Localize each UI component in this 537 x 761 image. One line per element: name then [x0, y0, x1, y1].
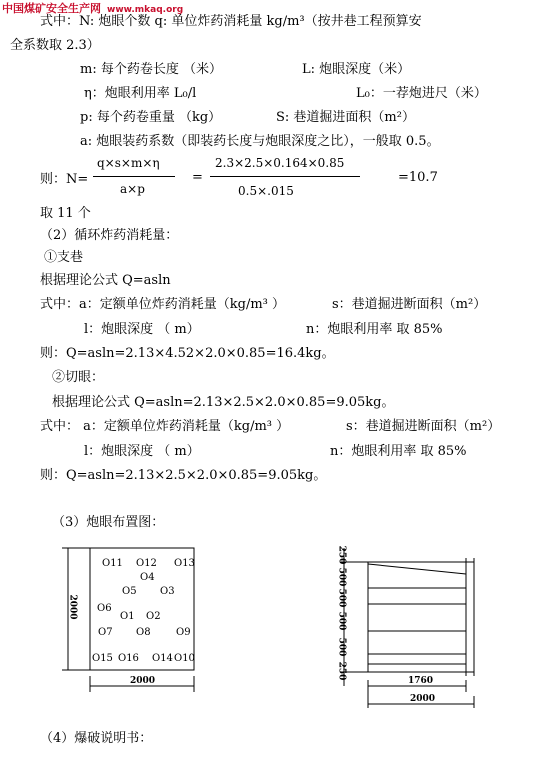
blast-hole: O9: [176, 627, 191, 638]
equation-prefix: 则：N=: [40, 172, 89, 187]
text-line: n：炮眼利用率 取 85%: [330, 444, 467, 459]
blast-hole: O6: [97, 603, 112, 614]
blast-hole: O13: [174, 558, 195, 569]
text-line: l：炮眼深度 （ m）: [84, 322, 200, 337]
section-heading: （4）爆破说明书：: [40, 731, 153, 746]
blast-hole: O10: [174, 653, 195, 664]
text-line: 全系数取 2.3）: [10, 38, 100, 53]
text-line: p: 每个药卷重量 （kg）: [80, 110, 222, 125]
equation-result: =10.7: [398, 170, 438, 185]
text-line: η：炮眼利用率 L₀/l: [84, 86, 197, 101]
text-line: L: 炮眼深度（米）: [302, 62, 411, 77]
blast-hole: O1: [120, 611, 135, 622]
text-line: 则：Q=asln=2.13×4.52×2.0×0.85=16.4kg。: [40, 346, 335, 361]
text-line: m: 每个药卷长度 （米）: [80, 62, 222, 77]
side-dimension-label: 500: [336, 637, 347, 657]
blast-hole: O11: [102, 558, 123, 569]
site-url[interactable]: www.mkaq.org: [107, 5, 184, 15]
text-line: L₀：一荐炮进尺（米）: [356, 86, 487, 101]
side-length-label: 1760: [408, 676, 434, 686]
blast-hole: O8: [136, 627, 151, 638]
side-dimension-label: 250: [336, 661, 347, 681]
text-line: 根据理论公式 Q=asln: [40, 273, 171, 288]
text-line: n：炮眼利用率 取 85%: [306, 322, 443, 337]
blast-hole: O7: [98, 627, 113, 638]
equation-denominator: 0.5×.015: [238, 184, 294, 198]
blast-hole: O15: [92, 653, 113, 664]
side-dimension-label: 500: [336, 567, 347, 587]
text-line: l：炮眼深度 （ m）: [84, 444, 200, 459]
blast-hole: O12: [136, 558, 157, 569]
equation-denominator: a×p: [120, 182, 145, 196]
blast-hole: O5: [122, 586, 137, 597]
side-dimension-label: 250: [336, 545, 347, 565]
blast-hole: O4: [140, 572, 155, 583]
equation-numerator: q×s×m×η: [97, 156, 160, 170]
text-line: 取 11 个: [40, 206, 91, 221]
equation-equals: =: [192, 170, 203, 185]
side-dimension-label: 500: [336, 588, 347, 608]
text-line: 则：Q=asln=2.13×2.5×2.0×0.85=9.05kg。: [40, 468, 327, 483]
text-line: 式中：N: 炮眼个数 q: 单位炸药消耗量 kg/m³（按井巷工程预算安: [40, 14, 422, 29]
site-name: 中国煤矿安全生产网: [2, 2, 101, 15]
section-heading: （2）循环炸药消耗量：: [40, 228, 179, 243]
section-heading: （3）炮眼布置图：: [52, 515, 165, 530]
text-line: ①支巷: [44, 250, 84, 265]
text-line: 式中： a：定额单位炸药消耗量（kg/m³ ）: [40, 419, 290, 434]
dimension-label-width: 2000: [130, 676, 156, 686]
blast-hole: O14: [152, 653, 173, 664]
equation-numerator: 2.3×2.5×0.164×0.85: [215, 156, 345, 170]
blast-hole: O3: [160, 586, 175, 597]
blast-hole: O2: [146, 611, 161, 622]
blast-hole: O16: [118, 653, 139, 664]
text-line: a: 炮眼装药系数（即装药长度与炮眼深度之比），一般取 0.5。: [80, 134, 440, 149]
text-line: ②切眼：: [52, 370, 105, 385]
dimension-label-height: 2000: [67, 594, 78, 620]
text-line: s：巷道掘进断面积（m²）: [346, 419, 501, 434]
text-line: s：巷道掘进断面积（m²）: [332, 297, 487, 312]
side-total-label: 2000: [410, 694, 436, 704]
text-line: S: 巷道掘进面积（m²）: [276, 110, 415, 125]
side-dimension-label: 500: [336, 611, 347, 631]
text-line: 根据理论公式 Q=asln=2.13×2.5×2.0×0.85=9.05kg。: [52, 395, 395, 410]
text-line: 式中：a：定额单位炸药消耗量（kg/m³ ）: [40, 297, 286, 312]
